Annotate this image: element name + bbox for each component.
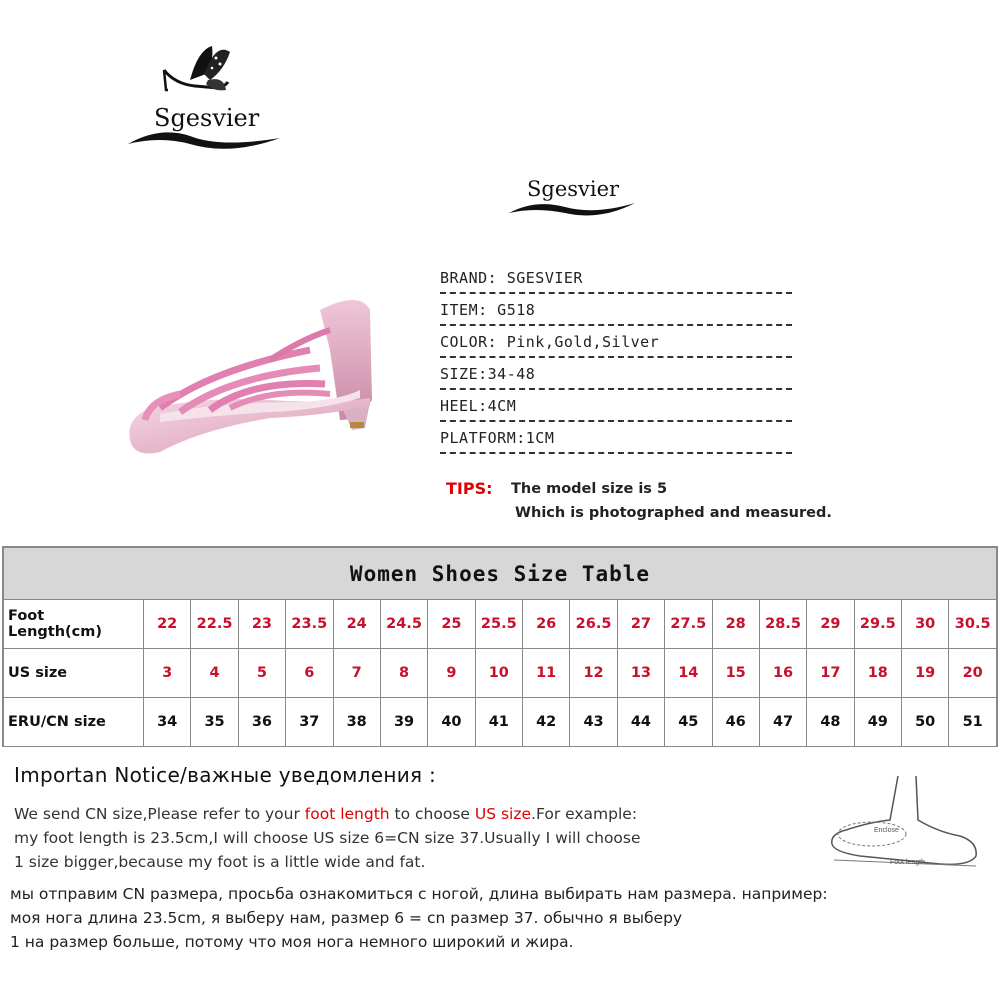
table-cell: 23.5 <box>286 600 333 649</box>
notice-foot-length: foot length <box>304 805 390 823</box>
notice-ru-line-3: 1 на размер больше, потому что моя нога немного широкий и жира. <box>10 933 574 951</box>
brand-logo-small <box>505 175 640 220</box>
table-cell: 16 <box>759 649 806 698</box>
spec-color: COLOR: Pink,Gold,Silver <box>440 330 792 358</box>
table-cell: 38 <box>333 698 380 747</box>
logo-small-swoosh <box>505 195 640 220</box>
table-cell: 23 <box>238 600 285 649</box>
notice-ru-line-2: моя нога длина 23.5cm, я выберу нам, размер 6 = cn размер 37. обычно я выберу <box>10 909 683 927</box>
row-header: Foot Length(cm) <box>4 600 144 649</box>
table-cell: 47 <box>759 698 806 747</box>
table-cell: 29.5 <box>854 600 901 649</box>
table-cell: 19 <box>902 649 949 698</box>
tips-line-1: The model size is 5 <box>511 481 668 497</box>
table-cell: 26 <box>523 600 570 649</box>
spec-heel: HEEL:4CM <box>440 394 792 422</box>
table-cell: 42 <box>523 698 570 747</box>
table-cell: 43 <box>570 698 617 747</box>
table-cell: 25 <box>428 600 475 649</box>
spec-brand: BRAND: SGESVIER <box>440 266 792 294</box>
row-header: ERU/CN size <box>4 698 144 747</box>
table-cell: 12 <box>570 649 617 698</box>
table-cell: 25.5 <box>475 600 522 649</box>
table-cell: 5 <box>238 649 285 698</box>
table-cell: 22.5 <box>191 600 238 649</box>
table-cell: 27 <box>617 600 664 649</box>
table-cell: 39 <box>380 698 427 747</box>
table-cell: 29 <box>807 600 854 649</box>
spec-platform: PLATFORM:1CM <box>440 426 792 454</box>
table-cell: 14 <box>665 649 712 698</box>
foot-diagram-length-label: Foot length <box>890 859 926 866</box>
table-cell: 9 <box>428 649 475 698</box>
table-cell: 50 <box>902 698 949 747</box>
notice-en-1a: We send CN size,Please refer to your <box>14 805 305 823</box>
table-cell: 18 <box>854 649 901 698</box>
foot-diagram-enclose-label: Enclose <box>874 827 899 834</box>
table-cell: 49 <box>854 698 901 747</box>
spec-size: SIZE:34-48 <box>440 362 792 390</box>
table-cell: 27.5 <box>665 600 712 649</box>
table-cell: 37 <box>286 698 333 747</box>
table-cell: 40 <box>428 698 475 747</box>
table-cell: 24.5 <box>380 600 427 649</box>
cn-size-row <box>4 698 997 747</box>
notice-en-line-3: 1 size bigger,because my foot is a little wide and fat. <box>14 853 426 871</box>
table-cell: 48 <box>807 698 854 747</box>
table-cell: 11 <box>523 649 570 698</box>
table-cell: 10 <box>475 649 522 698</box>
foot-length-row <box>4 600 997 649</box>
table-cell: 22 <box>144 600 191 649</box>
table-cell: 17 <box>807 649 854 698</box>
table-cell: 13 <box>617 649 664 698</box>
brand-logo-text: Sgesvier <box>154 104 260 132</box>
table-cell: 36 <box>238 698 285 747</box>
notice-title: Importan Notice/важные уведомления : <box>14 763 437 787</box>
table-cell: 44 <box>617 698 664 747</box>
butterfly-heel-icon <box>120 40 290 110</box>
notice-en-1c: to choose <box>389 805 475 823</box>
table-cell: 28 <box>712 600 759 649</box>
size-table-title: Women Shoes Size Table <box>4 548 997 600</box>
brand-logo-small-text: Sgesvier <box>527 177 620 201</box>
table-cell: 46 <box>712 698 759 747</box>
table-cell: 51 <box>949 698 997 747</box>
row-header: US size <box>4 649 144 698</box>
tips-line-2: Which is photographed and measured. <box>515 505 832 521</box>
tips-label: TIPS: <box>446 479 493 498</box>
table-cell: 26.5 <box>570 600 617 649</box>
table-cell: 8 <box>380 649 427 698</box>
table-cell: 34 <box>144 698 191 747</box>
table-cell: 20 <box>949 649 997 698</box>
table-cell: 15 <box>712 649 759 698</box>
product-sandal-image <box>120 290 420 470</box>
spec-item: ITEM: G518 <box>440 298 792 326</box>
table-cell: 45 <box>665 698 712 747</box>
notice-en-line-1 <box>14 805 637 823</box>
notice-en-1e: .For example: <box>531 805 638 823</box>
us-size-row <box>4 649 997 698</box>
table-cell: 30 <box>902 600 949 649</box>
table-cell: 4 <box>191 649 238 698</box>
table-cell: 30.5 <box>949 600 997 649</box>
table-cell: 35 <box>191 698 238 747</box>
size-table <box>2 546 998 747</box>
table-cell: 24 <box>333 600 380 649</box>
notice-us-size: US size <box>474 805 532 823</box>
table-cell: 6 <box>286 649 333 698</box>
foot-diagram <box>820 772 990 872</box>
brand-logo <box>120 40 290 160</box>
notice-ru-line-1: мы отправим CN размера, просьба ознакомиться с ногой, длина выбирать нам размера. например: <box>10 885 828 903</box>
table-cell: 3 <box>144 649 191 698</box>
table-cell: 28.5 <box>759 600 806 649</box>
table-cell: 7 <box>333 649 380 698</box>
logo-swoosh <box>120 122 290 162</box>
tips <box>446 479 493 498</box>
notice-en-line-2: my foot length is 23.5cm,I will choose US size 6=CN size 37.Usually I will choose <box>14 829 641 847</box>
table-cell: 41 <box>475 698 522 747</box>
